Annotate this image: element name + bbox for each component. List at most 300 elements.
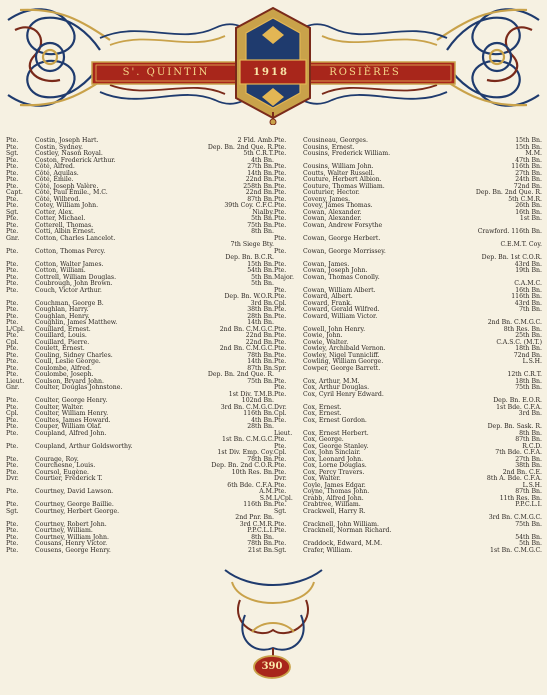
entry-name: Côté, Paul Émile., M.C. xyxy=(35,189,108,196)
entry-unit: Dep. Bn. 1st C.O.R. xyxy=(481,254,542,261)
entry-unit: 8th Bn. xyxy=(519,429,542,437)
entry-rank: Pte. xyxy=(6,221,19,229)
entry-rank: Pte. xyxy=(274,358,287,365)
entry-unit: 1st Bn. xyxy=(519,215,542,222)
entry-name: Coulter, Douglas Johnstone. xyxy=(35,384,123,391)
entry-unit: 102nd Bn. xyxy=(241,397,274,404)
entry-rank: Pte. xyxy=(6,215,19,222)
entry-name: Coward, Frank. xyxy=(303,299,352,307)
entry-unit: 14th Bn. xyxy=(247,319,274,326)
entry-rank: Pte. xyxy=(274,351,287,359)
entry-name: Côté, Aquilas. xyxy=(35,169,79,177)
banner-title-left: S'. QUINTIN xyxy=(122,67,210,78)
entry-rank: Pte. xyxy=(6,312,19,320)
entry-name: Cowan, Joseph John. xyxy=(303,267,368,274)
entry-unit: L.S.H. xyxy=(522,358,542,365)
entry-name: Cotton, Charles Lancelot. xyxy=(35,234,116,242)
entry-unit: 22nd Bn. xyxy=(245,338,274,346)
entry-unit: 78th Bn. xyxy=(247,351,274,359)
entry-name: Coultes, James Howard. xyxy=(35,416,111,424)
entry-rank: Pte. xyxy=(274,384,287,391)
entry-name: Courtney, Robert John. xyxy=(35,520,107,528)
entry-unit: 116th Bn. xyxy=(243,410,274,417)
entry-unit: 2nd Bn. C.M.G.C. xyxy=(487,319,542,326)
entry-unit: 18th Bn. xyxy=(515,345,542,352)
entry-name: Coughlan, Harry. xyxy=(35,306,89,313)
entry-rank: Pte. xyxy=(274,202,287,209)
roll-entry xyxy=(6,548,274,555)
entry-name: Cracknell, Norman Richard. xyxy=(303,527,392,534)
entry-name: Couling, Sidney Charles. xyxy=(35,351,113,359)
entry-rank: Pte. xyxy=(274,208,287,216)
entry-unit: Dep. Bn. 2nd Que. R. xyxy=(207,371,274,378)
entry-unit: Dep. Bn. B.C.R. xyxy=(225,254,274,261)
entry-unit: 8th Bn. xyxy=(251,228,274,235)
entry-name: Couture, Herbert Albion. xyxy=(303,176,382,183)
entry-rank: Pte. xyxy=(6,351,19,359)
entry-name: Courtney, William John. xyxy=(35,533,109,541)
entry-rank: Pte. xyxy=(274,345,287,352)
entry-unit: 3rd Bn. xyxy=(518,410,542,417)
entry-rank: Pte. xyxy=(6,533,19,541)
entry-unit: 7th Siege Bty. xyxy=(230,241,274,248)
entry-unit: C.E.M.T. Coy. xyxy=(500,241,542,248)
entry-rank: Lieut. xyxy=(6,377,25,385)
entry-rank: Cpl. xyxy=(274,449,287,456)
entry-rank: Pte. xyxy=(274,286,287,294)
entry-name: Cowan, Thomas Conolly. xyxy=(303,273,380,281)
entry-rank: Pte. xyxy=(6,202,19,209)
entry-name: Cox, Lorne Douglas. xyxy=(303,462,367,469)
entry-rank: Pte. xyxy=(6,429,19,437)
entry-name: Coward, Albert. xyxy=(303,293,353,300)
entry-rank: Pte. xyxy=(6,520,19,528)
entry-unit: 27th Bn. xyxy=(515,455,542,463)
entry-name: Cowley, Archibald Vernon. xyxy=(303,345,386,352)
roll-entry xyxy=(274,548,542,555)
entry-name: Cowan, James. xyxy=(303,260,350,268)
entry-unit: 2 Fld. Amb. xyxy=(237,137,274,144)
entry-name: Cotter, Alex. xyxy=(35,208,74,216)
entry-unit: 38th Bn. xyxy=(515,462,542,469)
entry-rank: Pte. xyxy=(6,319,19,326)
entry-rank: Pte. xyxy=(6,286,19,294)
entry-unit: 39th Coy. C.F.C. xyxy=(224,202,274,209)
entry-unit: 15th Bn. xyxy=(515,143,542,151)
entry-rank: Pte. xyxy=(274,312,287,320)
entry-rank: Pte. xyxy=(6,137,19,144)
entry-rank: Pte. xyxy=(274,293,287,300)
entry-unit: 2nd Bn. C.M.G.C. xyxy=(219,325,274,333)
entry-name: Costin, Joseph Hart. xyxy=(35,137,99,144)
entry-rank: L/Cpl. xyxy=(274,494,293,502)
entry-unit: 87th Bn. xyxy=(515,488,542,495)
central-medallion xyxy=(236,8,310,118)
entry-name: Cox, Ernest. xyxy=(303,410,342,417)
entry-unit: 1st Bde. C.F.A. xyxy=(496,403,542,411)
entry-name: Côté, Alfred. xyxy=(35,163,75,170)
entry-unit: 75th Bn. xyxy=(515,520,542,528)
entry-rank: Capt. xyxy=(6,189,23,196)
entry-unit: 116th Bn. xyxy=(511,293,542,300)
entry-unit: 78th Bn. xyxy=(247,540,274,547)
entry-name: Cowan, George Herbert. xyxy=(303,234,381,242)
entry-name: Couture, Thomas William. xyxy=(303,182,385,190)
entry-name: Coupland, Arthur Goldsworthy. xyxy=(35,442,133,450)
entry-rank: Pte. xyxy=(6,397,19,404)
entry-rank: Dvr. xyxy=(274,475,287,482)
entry-name: Courtney, David Lawson. xyxy=(35,488,114,495)
entry-name: Crackwell, Harry R. xyxy=(303,507,366,515)
entry-name: Courtney, Herbert George. xyxy=(35,507,120,515)
entry-rank: Dvr. xyxy=(6,475,19,482)
entry-rank: Pte. xyxy=(6,306,19,313)
entry-name: Coutts, Walter Russell. xyxy=(303,169,375,177)
entry-name: Cowie, John. xyxy=(303,332,343,339)
entry-name: Courtier, Frederick T. xyxy=(35,475,103,482)
entry-rank: Pte. xyxy=(274,176,287,183)
entry-unit: 8th A. Bde. C.F.A. xyxy=(486,475,542,482)
entry-unit: 14th Bn. xyxy=(247,169,274,177)
entry-rank: Pte. xyxy=(274,234,287,242)
entry-name: Coyne, Thomas John. xyxy=(303,488,370,495)
entry-unit: 28th Bn. xyxy=(247,423,274,430)
entry-unit: 26th Bn. xyxy=(515,202,542,209)
entry-name: Cousineau, Georges. xyxy=(303,137,368,144)
entry-unit: 27th Bn. xyxy=(247,163,274,170)
entry-rank: Pte. xyxy=(6,403,19,411)
entry-rank: Pte. xyxy=(274,540,287,547)
entry-unit: R.C.D. xyxy=(522,442,542,450)
entry-name: Coulter, Walter. xyxy=(35,403,84,411)
entry-rank: Pte. xyxy=(6,416,19,424)
entry-name: Couillard, Louis. xyxy=(35,332,87,339)
entry-rank: Pte. xyxy=(274,416,287,424)
entry-rank: Dvr. xyxy=(274,403,287,411)
entry-rank: Gnr. xyxy=(6,384,20,391)
entry-name: Courchesne, Louis. xyxy=(35,462,96,469)
entry-rank: Pte. xyxy=(274,338,287,346)
page-number: 390 xyxy=(261,661,283,672)
entry-rank: Cpl. xyxy=(274,410,287,417)
entry-rank: Sgt. xyxy=(6,507,19,515)
entry-unit: 22nd Bn. xyxy=(245,176,274,183)
entry-unit: 12th C.R.T. xyxy=(507,371,542,378)
entry-name: Cotter, Michael. xyxy=(35,215,86,222)
entry-name: Cox, Arthur, M.M. xyxy=(303,377,360,385)
entry-unit: L.S.H. xyxy=(522,481,542,489)
entry-rank: Pte. xyxy=(6,156,19,164)
entry-rank: Pte. xyxy=(6,260,19,268)
banner-year: 1918 xyxy=(253,67,289,78)
entry-name: Coulombe, Alfred. xyxy=(35,364,92,372)
entry-rank: L/Cpl. xyxy=(6,325,25,333)
entry-name: Coulombe, Joseph. xyxy=(35,371,94,378)
entry-name: Coyle, James Edgar. xyxy=(303,481,366,489)
banner-title-right: ROSIÈRES xyxy=(329,67,401,78)
entry-unit: Dep. Bn. W.O.R. xyxy=(224,293,274,300)
entry-rank: Sgt. xyxy=(274,546,287,554)
entry-unit: 24th Bn. xyxy=(515,176,542,183)
entry-rank: Pte. xyxy=(274,221,287,229)
entry-rank: Pte. xyxy=(6,345,19,352)
entry-unit: 78th Bn. xyxy=(247,455,274,463)
entry-name: Craddock, Edward, M.M. xyxy=(303,540,383,547)
entry-rank: Pte. xyxy=(6,299,19,307)
entry-unit: 3rd Bn. xyxy=(250,299,274,307)
entry-unit: 43rd Bn. xyxy=(514,260,542,268)
entry-name: Coursol, Eugène. xyxy=(35,468,89,476)
entry-rank: Pte. xyxy=(274,267,287,274)
entry-rank: Pte. xyxy=(274,306,287,313)
entry-name: Cowell, John Henry. xyxy=(303,325,366,333)
entry-unit: 25th Bn. xyxy=(515,332,542,339)
entry-name: Coughlan, Henry. xyxy=(35,312,90,320)
entry-rank: Pte. xyxy=(274,195,287,203)
entry-unit: 14th Bn. xyxy=(247,358,274,365)
entry-unit: Nialby. xyxy=(252,208,274,216)
entry-unit: 5th Bn. xyxy=(251,280,274,287)
entry-rank: Pte. xyxy=(274,527,287,534)
entry-unit: 15th Bn. xyxy=(247,260,274,268)
entry-unit: 1st Div. T.M.B. xyxy=(228,390,274,398)
entry-unit: 7th Bde. C.F.A. xyxy=(495,449,542,456)
entry-rank: Pte. xyxy=(6,267,19,274)
entry-unit: 1st Bn. C.M.G.C. xyxy=(490,546,542,554)
entry-unit: 3rd Bn. C.M.G.C. xyxy=(220,403,274,411)
entry-rank: Pte. xyxy=(274,481,287,489)
entry-rank: Pte. xyxy=(6,488,19,495)
entry-unit: Dep. Bn. Sask. R. xyxy=(487,423,542,430)
entry-rank: Pte. xyxy=(6,501,19,508)
entry-name: Cotton, Thomas Percy. xyxy=(35,247,106,255)
entry-name: Cousins, William John. xyxy=(303,163,374,170)
entry-name: Coupland, Alfred John. xyxy=(35,429,107,437)
entry-rank: Pte. xyxy=(274,468,287,476)
entry-unit: 2nd Bn. C.M.G.C. xyxy=(219,345,274,352)
entry-name: Crabtree, William. xyxy=(303,501,361,508)
entry-name: Cox, Percy Travers. xyxy=(303,468,365,476)
entry-unit: 5th C.R.T. xyxy=(243,150,274,157)
entry-name: Coulett, Ernest. xyxy=(35,345,85,352)
entry-unit: 27th Bn. xyxy=(515,169,542,177)
entry-name: Coughlin, James Matthew. xyxy=(35,319,118,326)
entry-rank: Spr. xyxy=(274,364,287,372)
entry-unit: 18th Bn. xyxy=(515,377,542,385)
entry-rank: Pte. xyxy=(6,442,19,450)
entry-rank: Pte. xyxy=(274,150,287,157)
entry-name: Cox, Leonard John. xyxy=(303,455,364,463)
entry-name: Coston, Frederick Arthur. xyxy=(35,156,116,164)
entry-unit: 28th Bn. xyxy=(247,312,274,320)
entry-name: Cowan, William Albert. xyxy=(303,286,376,294)
entry-name: Courage, Roy. xyxy=(35,455,79,463)
entry-unit: Dep. Bn. 2nd Que. R. xyxy=(207,143,274,151)
entry-rank: Pte. xyxy=(274,390,287,398)
entry-rank: Pte. xyxy=(6,527,19,534)
entry-name: Coveny, James. xyxy=(303,195,351,203)
entry-rank: Cpl. xyxy=(6,338,19,346)
entry-name: Courtney, William. xyxy=(35,527,93,534)
entry-unit: 5th Bn. xyxy=(251,273,274,281)
entry-unit: C.A.S.C. (M.T.) xyxy=(496,338,542,346)
entry-unit: 75th Bn. xyxy=(247,221,274,229)
entry-unit: 87th Bn. xyxy=(247,364,274,372)
entry-name: Couturier, Hector. xyxy=(303,189,360,196)
entry-name: Coward, Gerald Wilfred. xyxy=(303,306,380,313)
entry-name: Cox, George Stanley. xyxy=(303,442,369,450)
entry-name: Coull, Leslie George. xyxy=(35,358,101,365)
entry-unit: Dep. Bn. 2nd C.O.R. xyxy=(211,462,274,469)
entry-name: Cox, Arthur Douglas. xyxy=(303,384,370,391)
entry-unit: 3rd Bn. C.M.G.C. xyxy=(488,514,542,521)
entry-unit: S.M. xyxy=(259,494,274,502)
entry-unit: 16th Bn. xyxy=(515,286,542,294)
illuminated-footer xyxy=(0,560,547,695)
entry-name: Cowan, Alexander. xyxy=(303,215,362,222)
entry-rank: Pte. xyxy=(274,169,287,177)
entry-rank: Sgt. xyxy=(6,208,19,216)
entry-name: Couillard, Ernest. xyxy=(35,325,91,333)
entry-name: Couchman, George B. xyxy=(35,299,104,307)
entry-rank: Pte. xyxy=(274,137,287,144)
entry-rank: Cpl. xyxy=(6,410,19,417)
entry-name: Crabb, Alfred John. xyxy=(303,494,364,502)
entry-unit: 5th Bn. xyxy=(519,540,542,547)
entry-name: Cousens, George Henry. xyxy=(35,546,111,554)
entry-unit: 22nd Bn. xyxy=(245,189,274,196)
entry-unit: P.P.C.L.I. xyxy=(247,527,274,534)
entry-name: Coubrough, John Brown. xyxy=(35,280,113,287)
entry-unit: 4th Bn. xyxy=(251,156,274,164)
entry-unit: 2nd Bn. C.E. xyxy=(502,468,542,476)
entry-unit: P.P.C.L.I. xyxy=(515,501,542,508)
entry-rank: Cpl. xyxy=(274,299,287,307)
entry-unit: 54th Bn. xyxy=(515,533,542,541)
entry-name: Cowan, Andrew Forsythe xyxy=(303,221,383,229)
entry-name: Cox, Cyril Henry Edward. xyxy=(303,390,384,398)
entry-name: Cox, Ernest. xyxy=(303,403,342,411)
entry-rank: Pte. xyxy=(6,228,19,235)
entry-rank: Pte. xyxy=(6,546,19,554)
entry-name: Cox, John Sinclair. xyxy=(303,449,361,456)
entry-name: Cox, Ernest Herbert. xyxy=(303,429,369,437)
entry-unit: 43rd Bn. xyxy=(514,299,542,307)
entry-rank: Pte. xyxy=(6,169,19,177)
entry-unit: 87th Bn. xyxy=(515,436,542,443)
entry-unit: 72nd Bn. xyxy=(513,182,542,190)
entry-name: Cotterell, Thomas. xyxy=(35,221,94,229)
entry-name: Côté, Wilbrod. xyxy=(35,195,81,203)
entry-unit: Dep. Bn. E.O.R. xyxy=(493,397,542,404)
entry-unit: 5th Bn. xyxy=(251,215,274,222)
entry-name: Cotton, Walter James. xyxy=(35,260,104,268)
entry-rank: Pte. xyxy=(6,455,19,463)
entry-rank: Gnr. xyxy=(6,234,20,242)
entry-name: Cowling, William George. xyxy=(303,358,384,365)
entry-rank: Pte. xyxy=(274,260,287,268)
roll-column-right xyxy=(274,138,542,554)
entry-unit: 3rd C.M.R. xyxy=(239,520,274,528)
entry-rank: Pte. xyxy=(274,442,287,450)
entry-unit: 22nd Bn. xyxy=(245,332,274,339)
entry-name: Cowan, George Morrissey. xyxy=(303,247,386,255)
entry-unit: 21st Bn. xyxy=(247,546,274,554)
entry-name: Couch, Victor Arthur. xyxy=(35,286,102,294)
entry-name: Cowie, Walter. xyxy=(303,338,349,346)
entry-name: Coulson, Bryard John. xyxy=(35,377,104,385)
entry-unit: 116th Bn. xyxy=(243,501,274,508)
entry-unit: 116th Bn. xyxy=(511,163,542,170)
entry-name: Cowper, George Barrett. xyxy=(303,364,381,372)
entry-rank: Pte. xyxy=(6,371,19,378)
entry-unit: 11th Res. Bn. xyxy=(499,494,542,502)
entry-unit: 19th Bn. xyxy=(515,267,542,274)
entry-name: Cotti, Albin Ernest. xyxy=(35,228,96,235)
entry-unit: 1st Div. Emp. Coy. xyxy=(217,449,274,456)
entry-unit: C.A.M.C. xyxy=(514,280,542,287)
entry-unit: 54th Bn. xyxy=(247,267,274,274)
entry-rank: Pte. xyxy=(274,377,287,385)
entry-rank: Pte. xyxy=(274,455,287,463)
entry-name: Cousins, Ernest. xyxy=(303,143,355,151)
entry-rank: Pte. xyxy=(274,325,287,333)
footer-knotwork xyxy=(225,570,322,658)
entry-rank: Pte. xyxy=(274,143,287,151)
entry-name: Coulter, William Henry. xyxy=(35,410,109,417)
entry-name: Cox, Walter. xyxy=(303,475,341,482)
entry-rank: Pte. xyxy=(274,247,287,255)
entry-unit: 47th Bn. xyxy=(515,156,542,164)
entry-name: Cotton, William. xyxy=(35,267,86,274)
entry-rank: Pte. xyxy=(274,215,287,222)
entry-unit: 6th Bde. C.F.A. xyxy=(227,481,274,489)
entry-unit: 16th Bn. xyxy=(515,208,542,216)
entry-rank: Pte. xyxy=(6,462,19,469)
entry-unit: 10th Res. Bn. xyxy=(231,468,274,476)
entry-name: Coward, William Victor. xyxy=(303,312,378,320)
celtic-knotwork-left xyxy=(8,9,110,105)
entry-rank: Pte. xyxy=(6,332,19,339)
roll-column-left xyxy=(6,138,274,554)
entry-unit: 5th C.M.R. xyxy=(508,195,542,203)
entry-name: Couper, William Olaf. xyxy=(35,423,102,430)
entry-name: Côté, Joseph Valère. xyxy=(35,182,99,190)
celtic-knotwork-right xyxy=(437,9,539,105)
entry-unit: 38th Bn. xyxy=(247,306,274,313)
entry-unit: 75th Bn. xyxy=(515,384,542,391)
entry-unit: 1st Bn. C.M.G.C. xyxy=(222,436,274,443)
entry-rank: Pte. xyxy=(6,364,19,372)
entry-rank: Pte. xyxy=(274,189,287,196)
entry-name: Costin, Sydney. xyxy=(35,143,83,151)
entry-rank: Sgt. xyxy=(274,507,287,515)
entry-unit: 258th Bn. xyxy=(243,182,274,190)
entry-name: Cowley, Nigel Tunnicliff. xyxy=(303,351,380,359)
entry-unit: 8th Bn. xyxy=(251,533,274,541)
entry-rank: Pte. xyxy=(6,163,19,170)
entry-unit: 7th Bn. xyxy=(519,306,542,313)
illuminated-header xyxy=(0,0,547,125)
entry-rank: Pte. xyxy=(6,468,19,476)
entry-rank: Pte. xyxy=(274,520,287,528)
entry-name: Cox, George. xyxy=(303,436,344,443)
entry-rank: Pte. xyxy=(274,501,287,508)
entry-unit: 87th Bn. xyxy=(247,195,274,203)
entry-rank: Pte. xyxy=(274,488,287,495)
entry-rank: Pte. xyxy=(6,540,19,547)
entry-rank: Pte. xyxy=(274,332,287,339)
